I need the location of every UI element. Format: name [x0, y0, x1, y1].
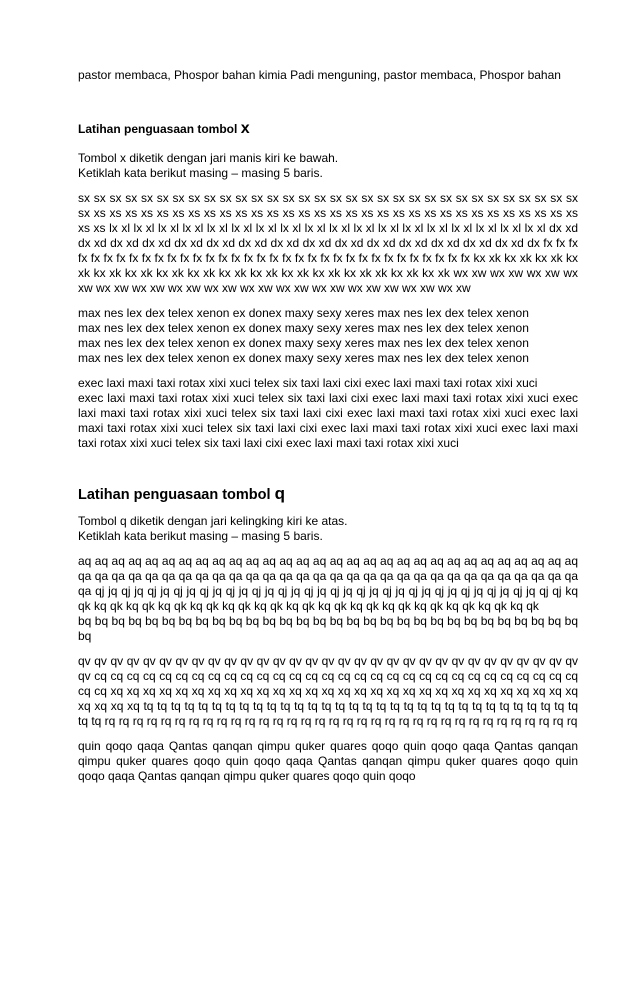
section-q-desc-line1: Tombol q diketik dengan jari kelingking kiri ke atas. [78, 514, 348, 528]
section-x-drill-words [78, 306, 578, 366]
section-x-drill-sentence-rest: exec laxi maxi taxi rotax xixi xuci telex six taxi laxi cixi exec laxi maxi taxi rotax xixi xuci exec laxi maxi taxi rotax xixi xuci telex six taxi laxi cixi exec laxi maxi taxi rotax xixi xuci exec laxi maxi taxi rotax xixi xuci telex six taxi laxi cixi exec laxi maxi taxi rotax xixi xuci exec laxi maxi taxi rotax xixi xuci telex six taxi laxi cixi exec laxi maxi taxi rotax xixi xuci [78, 391, 578, 450]
intro-text: pastor membaca, Phospor bahan kimia Padi menguning, pastor membaca, Phospor bahan [78, 68, 561, 82]
section-x-key: x [240, 120, 250, 137]
section-q-drill-pairs [78, 554, 578, 644]
drill-line: max nes lex dex telex xenon ex donex maxy sexy xeres max nes lex dex telex xenon [78, 351, 529, 365]
section-q-key: q [274, 484, 285, 503]
drill-line: max nes lex dex telex xenon ex donex maxy sexy xeres max nes lex dex telex xenon [78, 321, 529, 335]
section-x-drill-sentences [78, 376, 578, 451]
section-x-desc-line2: Ketiklah kata berikut masing – masing 5 baris. [78, 166, 323, 180]
section-x-heading [78, 121, 578, 137]
section-x-desc-line1: Tombol x diketik dengan jari manis kiri ke bawah. [78, 151, 339, 165]
section-x-drill-sentence-first: exec laxi maxi taxi rotax xixi xuci telex six taxi laxi cixi exec laxi maxi taxi rotax xixi xuci [78, 376, 538, 390]
section-q-title: Latihan penguasaan tombol [78, 487, 275, 503]
section-x-description [78, 151, 578, 181]
section-x-title: Latihan penguasaan tombol [78, 122, 241, 136]
section-q-desc-line2: Ketiklah kata berikut masing – masing 5 baris. [78, 529, 323, 543]
drill-line: max nes lex dex telex xenon ex donex maxy sexy xeres max nes lex dex telex xenon [78, 336, 529, 350]
section-q-drill-pairs-tail: bq bq bq bq bq bq bq bq bq bq bq bq bq bq bq bq bq bq bq bq bq bq bq bq bq bq bq bq bq bq bq [78, 614, 578, 643]
section-q-drill-pairs-2: qv qv qv qv qv qv qv qv qv qv qv qv qv qv qv qv qv qv qv qv qv qv qv qv qv qv qv qv qv qv qv qv cq cq cq cq cq cq cq cq cq cq cq cq cq cq cq cq cq cq cq cq cq cq cq cq cq cq cq cq cq cq cq cq xq xq xq xq xq xq xq xq xq xq xq xq xq xq xq xq xq xq xq xq xq xq xq xq xq xq xq xq xq xq xq xq xq tq tq tq tq tq tq tq tq tq tq tq tq tq tq tq tq tq tq tq tq tq tq tq tq tq tq tq tq tq tq tq tq tq tq rq rq rq rq rq rq rq rq rq rq rq rq rq rq rq rq rq rq rq rq rq rq rq rq rq rq rq rq rq rq rq rq rq rq [78, 654, 578, 728]
section-q-description [78, 514, 578, 544]
section-q-heading [78, 485, 578, 504]
drill-line: max nes lex dex telex xenon ex donex maxy sexy xeres max nes lex dex telex xenon [78, 306, 529, 320]
section-x-drill-pairs: sx sx sx sx sx sx sx sx sx sx sx sx sx sx sx sx sx sx sx sx sx sx sx sx sx sx sx sx sx sx sx sx sx xs xs xs xs xs xs xs xs xs xs xs xs xs xs xs xs xs xs xs xs xs xs xs xs xs xs xs xs xs xs xs xs xs lx xl lx xl lx xl lx xl lx xl lx xl lx xl lx xl lx xl lx xl lx xl lx xl lx xl lx xl lx xl lx xl lx xl lx xl dx xd dx xd dx xd dx xd dx xd dx xd dx xd dx xd dx xd dx xd dx xd dx xd dx xd dx xd dx xd dx fx fx fx fx fx fx fx fx fx fx fx fx fx fx fx fx fx fx fx fx fx fx fx fx fx fx fx fx fx fx fx fx fx fx kx xk kx xk kx xk kx xk kx xk kx xk kx xk kx xk kx xk kx xk kx xk kx xk kx xk xk kx xk kx xk wx xw wx xw wx xw wx xw wx xw wx xw wx xw wx xw wx xw wx xw wx xw wx xw xw wx xw wx xw [78, 191, 578, 295]
section-q-drill-pairs-main: aq aq aq aq aq aq aq aq aq aq aq aq aq aq aq aq aq aq aq aq aq aq aq aq aq aq aq aq aq aq qa qa qa qa qa qa qa qa qa qa qa qa qa qa qa qa qa qa qa qa qa qa qa qa qa qa qa qa qa qa qa qj jq qj jq qj jq qj jq qj jq qj jq qj jq qj jq qj jq qj jq qj jq qj jq qj jq qj jq qj jq qj jq qj jq qj qj kq qk kq qk kq qk kq qk kq qk kq qk kq qk kq qk kq qk kq qk kq qk kq qk kq qk kq qk kq qk [78, 554, 578, 613]
section-q-drill-words: quin qoqo qaqa Qantas qanqan qimpu quker quares qoqo quin qoqo qaqa Qantas qanqan qimpu quker quares qoqo quin qoqo qaqa Qantas qanqan qimpu quker quares qoqo quin qoqo qaqa Qantas qanqan qimpu quker quares qoqo quin qoqo [78, 739, 578, 783]
